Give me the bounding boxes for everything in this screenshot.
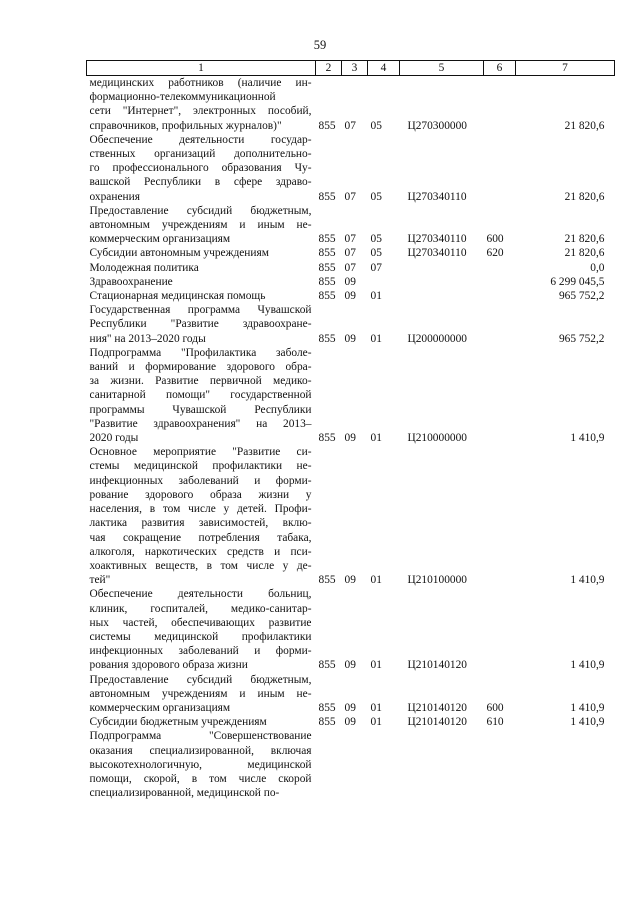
budget-table <box>86 60 615 800</box>
table-row <box>87 715 615 729</box>
col-target-article: Ц210100000 <box>407 574 467 587</box>
col-amount: 6 299 045,5 <box>550 275 605 288</box>
row-name <box>87 303 316 346</box>
col-target-article <box>400 275 484 289</box>
col-subsection: 01 <box>370 574 382 587</box>
col-section: 07 <box>344 261 356 274</box>
col-subsection: 01 <box>370 701 382 714</box>
col-expense-type <box>484 303 516 346</box>
col-expense-type <box>484 729 516 800</box>
row-name-line: населения, в том числе у детей. Профи- <box>89 503 312 516</box>
row-name-line: тей" <box>89 574 111 587</box>
header-col-1: 1 <box>87 61 316 76</box>
col-target-article <box>400 289 484 303</box>
header-row <box>87 61 615 76</box>
table-row <box>87 673 615 716</box>
row-name-line: Подпрограмма "Профилактика заболе- <box>89 346 312 359</box>
row-name-line: специализированной, медицинской по- <box>89 787 280 800</box>
col-amount: 1 410,9 <box>570 574 605 587</box>
row-name-line: Обеспечение деятельности государ- <box>89 133 312 146</box>
row-name <box>87 246 316 260</box>
row-name-line: инфекционных заболеваний и форми- <box>89 645 312 658</box>
col-section: 07 <box>344 247 356 260</box>
row-name <box>87 275 316 289</box>
row-name-line: Республики "Развитие здравоохране- <box>89 318 312 331</box>
row-name-line: коммерческим организациям <box>89 233 231 246</box>
col-chapter: 855 <box>318 190 336 203</box>
col-amount: 21 820,6 <box>564 190 605 203</box>
col-subsection: 01 <box>370 290 382 303</box>
table-row <box>87 346 615 445</box>
col-chapter: 855 <box>318 261 336 274</box>
col-target-article: Ц270340110 <box>407 247 467 260</box>
row-name-line: Обеспечение деятельности больниц, <box>89 588 312 601</box>
row-name-line: рование здорового образа жизни у <box>89 488 312 501</box>
row-name-line: санитарной помощи" государственной <box>89 389 312 402</box>
row-name-line: Государственная программа Чувашской <box>89 304 312 317</box>
col-chapter: 855 <box>318 233 336 246</box>
table-row <box>87 729 615 800</box>
row-name-line: справочников, профильных журналов)" <box>89 119 282 132</box>
col-amount: 1 410,9 <box>570 659 605 672</box>
row-name-line: Молодежная политика <box>89 261 199 274</box>
col-amount: 965 752,2 <box>558 332 605 345</box>
row-name-line: ваний и формирование здорового обра- <box>89 361 312 374</box>
col-expense-type <box>484 133 516 204</box>
row-name <box>87 729 316 800</box>
header-col-3: 3 <box>342 61 368 76</box>
col-expense-type <box>484 76 516 133</box>
col-amount: 1 410,9 <box>570 701 605 714</box>
col-amount: 0,0 <box>590 261 605 274</box>
col-target-article: Ц270300000 <box>407 119 467 132</box>
col-section: 07 <box>344 233 356 246</box>
col-section: 09 <box>344 432 356 445</box>
row-name <box>87 204 316 247</box>
row-name-line: лактика развития зависимостей, вклю- <box>89 517 312 530</box>
col-section <box>342 729 368 800</box>
row-name-line: "Развитие здравоохранения" на 2013– <box>89 417 312 430</box>
row-name-line: Предоставление субсидий бюджетным, <box>89 204 312 217</box>
table-header <box>87 61 615 76</box>
table-row <box>87 275 615 289</box>
row-name <box>87 673 316 716</box>
row-name-line: стемы медицинской профилактики не- <box>89 460 312 473</box>
col-target-article: Ц200000000 <box>407 332 467 345</box>
col-subsection: 05 <box>370 247 382 260</box>
col-chapter: 855 <box>318 290 336 303</box>
row-name-line: клиник, госпиталей, медико-санитар- <box>89 602 312 615</box>
header-col-2: 2 <box>316 61 342 76</box>
col-target-article: Ц210140120 <box>407 716 467 729</box>
row-name-line: хоактивных веществ, в том числе у де- <box>89 559 312 572</box>
col-amount <box>516 729 615 800</box>
col-expense-type <box>484 587 516 672</box>
col-amount: 21 820,6 <box>564 247 605 260</box>
row-name-line: чая сокращение потребления табака, <box>89 531 312 544</box>
header-col-6: 6 <box>484 61 516 76</box>
col-amount: 1 410,9 <box>570 432 605 445</box>
row-name-line: 2020 годы <box>89 432 139 445</box>
row-name-line: автономным учреждениям и иным не- <box>89 687 312 700</box>
col-subsection: 07 <box>370 261 382 274</box>
col-target-article: Ц210140120 <box>407 701 467 714</box>
col-chapter: 855 <box>318 716 336 729</box>
col-chapter: 855 <box>318 574 336 587</box>
col-target-article <box>400 261 484 275</box>
header-col-4: 4 <box>368 61 400 76</box>
row-name-line: системы медицинской профилактики <box>89 630 312 643</box>
page-number: 59 <box>313 38 327 52</box>
col-expense-type: 600 <box>486 701 504 714</box>
col-expense-type: 600 <box>486 233 504 246</box>
col-section: 09 <box>344 716 356 729</box>
row-name-line: медицинских работников (наличие ин- <box>89 77 312 89</box>
col-section: 07 <box>344 119 356 132</box>
col-subsection <box>368 729 400 800</box>
row-name-line: Стационарная медицинская помощь <box>89 290 266 303</box>
table-row <box>87 261 615 275</box>
row-name-line: ния" на 2013–2020 годы <box>89 332 206 345</box>
row-name <box>87 715 316 729</box>
col-chapter: 855 <box>318 119 336 132</box>
row-name-line: Предоставление субсидий бюджетным, <box>89 673 312 686</box>
row-name-line: оказания специализированной, включая <box>89 744 312 757</box>
row-name-line: помощи, скорой, в том числе скорой <box>89 772 312 785</box>
col-target-article: Ц210000000 <box>407 432 467 445</box>
row-name-line: формационно-телекоммуникационной <box>89 91 276 104</box>
col-target-article: Ц210140120 <box>407 659 467 672</box>
col-chapter: 855 <box>318 701 336 714</box>
col-chapter: 855 <box>318 659 336 672</box>
col-chapter: 855 <box>318 247 336 260</box>
row-name-line: вашской Республики в сфере здраво- <box>89 176 312 189</box>
row-name-line: сети "Интернет", электронных пособий, <box>89 105 312 118</box>
row-name-line: программы Чувашской Республики <box>89 403 312 416</box>
col-section: 09 <box>344 290 356 303</box>
row-name-line: автономным учреждениям и иным не- <box>89 219 312 232</box>
row-name-line: рования здорового образа жизни <box>89 659 248 672</box>
col-target-article: Ц270340110 <box>407 190 467 203</box>
table-row <box>87 587 615 672</box>
col-expense-type <box>484 289 516 303</box>
row-name <box>87 76 316 133</box>
col-subsection <box>368 275 400 289</box>
col-subsection: 05 <box>370 233 382 246</box>
col-section: 09 <box>344 659 356 672</box>
col-expense-type: 620 <box>486 247 504 260</box>
table-row <box>87 133 615 204</box>
row-name-line: за жизни. Развитие первичной медико- <box>89 375 312 388</box>
col-section: 09 <box>344 332 356 345</box>
header-col-7: 7 <box>516 61 615 76</box>
col-expense-type <box>484 261 516 275</box>
col-subsection: 01 <box>370 432 382 445</box>
row-name-line: Основное мероприятие "Развитие си- <box>89 446 312 459</box>
col-subsection: 01 <box>370 659 382 672</box>
row-name-line: охранения <box>89 190 140 203</box>
table-row <box>87 289 615 303</box>
table-row <box>87 445 615 587</box>
col-subsection: 01 <box>370 716 382 729</box>
col-target-article: Ц270340110 <box>407 233 467 246</box>
row-name <box>87 289 316 303</box>
row-name <box>87 261 316 275</box>
row-name <box>87 133 316 204</box>
col-amount: 965 752,2 <box>558 290 605 303</box>
table-body <box>87 76 615 801</box>
row-name-line: Подпрограмма "Совершенствование <box>89 730 312 743</box>
col-subsection: 01 <box>370 332 382 345</box>
col-amount: 1 410,9 <box>570 716 605 729</box>
col-section: 07 <box>344 190 356 203</box>
row-name-line: ственных организаций дополнительно- <box>89 148 312 161</box>
row-name <box>87 346 316 445</box>
col-section: 09 <box>344 701 356 714</box>
col-subsection: 05 <box>370 119 382 132</box>
table-row <box>87 204 615 247</box>
col-subsection: 05 <box>370 190 382 203</box>
row-name-line: Здравоохранение <box>89 275 173 288</box>
col-chapter <box>316 729 342 800</box>
col-chapter: 855 <box>318 332 336 345</box>
col-section: 09 <box>344 275 356 288</box>
col-target-article <box>400 729 484 800</box>
row-name <box>87 587 316 672</box>
row-name-line: Субсидии автономным учреждениям <box>89 247 269 260</box>
col-expense-type <box>484 346 516 445</box>
table-row <box>87 303 615 346</box>
col-expense-type <box>484 275 516 289</box>
row-name-line: Субсидии бюджетным учреждениям <box>89 716 267 729</box>
row-name-line: коммерческим организациям <box>89 701 231 714</box>
row-name-line: инфекционных заболеваний и форми- <box>89 474 312 487</box>
col-expense-type <box>484 445 516 587</box>
row-name-line: го профессионального образования Чу- <box>89 162 312 175</box>
header-col-5: 5 <box>400 61 484 76</box>
row-name-line: алкоголя, наркотических средств и пси- <box>89 545 312 558</box>
row-name-line: высокотехнологичную, медицинской <box>89 758 312 771</box>
row-name-line: ных частей, обеспечивающих развитие <box>89 616 312 629</box>
table-row <box>87 246 615 260</box>
col-chapter: 855 <box>318 275 336 288</box>
col-amount: 21 820,6 <box>564 233 605 246</box>
col-expense-type: 610 <box>486 716 504 729</box>
row-name <box>87 445 316 587</box>
col-section: 09 <box>344 574 356 587</box>
col-chapter: 855 <box>318 432 336 445</box>
table-row <box>87 76 615 133</box>
col-amount: 21 820,6 <box>564 119 605 132</box>
